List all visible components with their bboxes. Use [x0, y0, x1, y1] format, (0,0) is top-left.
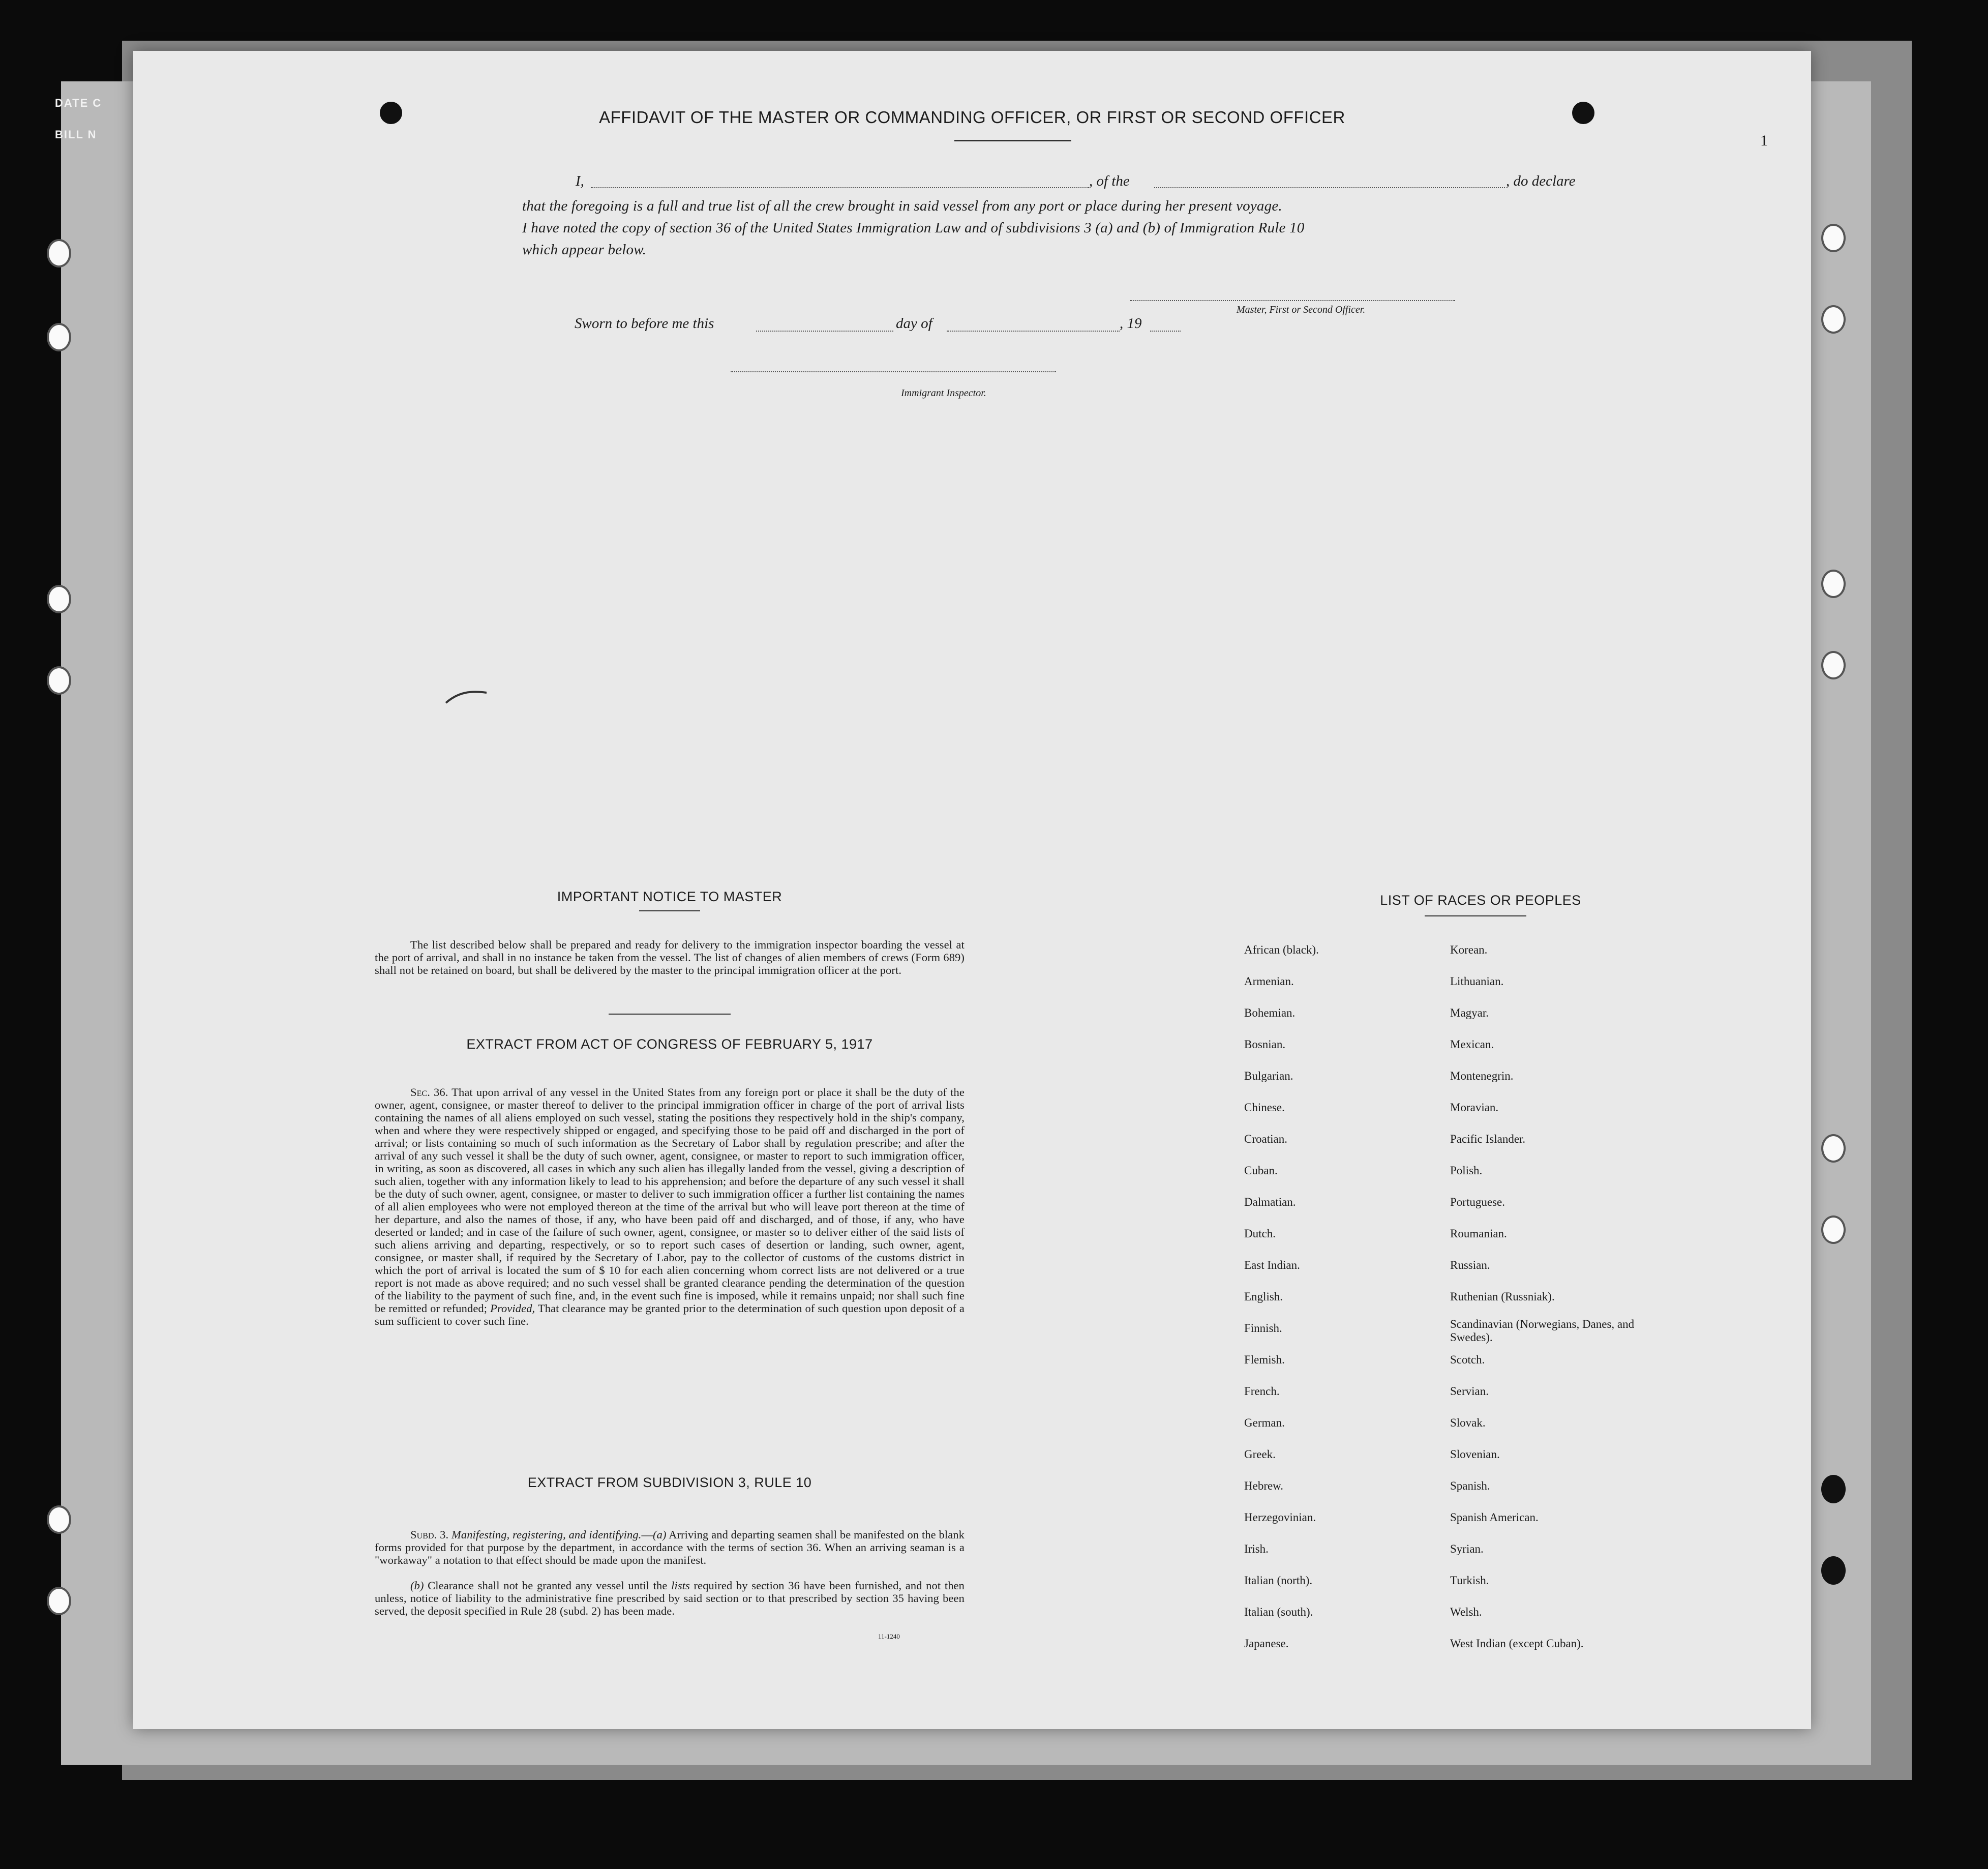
race-item: Magyar. — [1450, 1006, 1489, 1019]
race-item: Dutch. — [1244, 1227, 1276, 1240]
race-item: Greek. — [1244, 1448, 1276, 1461]
act-text-b: That clearance may be granted prior to the determination of such question upon deposit of a sum sufficient to cover such fine. — [375, 1302, 965, 1327]
race-item: Japanese. — [1244, 1637, 1289, 1650]
b-text-1: Clearance shall not be granted any vessel until the — [428, 1579, 668, 1592]
race-item: Moravian. — [1450, 1101, 1499, 1114]
provided-label: Provided, — [490, 1302, 535, 1315]
day-of-label: day of — [896, 315, 932, 332]
races-underline — [1425, 915, 1526, 916]
a-label: (a) — [653, 1528, 667, 1541]
race-item: Polish. — [1450, 1164, 1483, 1177]
inspector-blank — [731, 371, 1056, 372]
race-item: German. — [1244, 1416, 1285, 1429]
binder-hole — [1821, 1134, 1846, 1163]
month-blank — [947, 331, 1120, 332]
signature-label: Master, First or Second Officer. — [1237, 304, 1366, 315]
rule-text-a: Subd. 3. Manifesting, registering, and identifying.—(a) Arriving and departing seamen shall be manifested on the blank forms provided for that purpose by the department, in accordance with the terms of section 36. When an arriving seaman is a "workaway" a notation to that effect should be made upon the manifest. — [375, 1528, 965, 1566]
act-title: EXTRACT FROM ACT OF CONGRESS OF FEBRUARY 5, 1917 — [466, 1036, 873, 1052]
race-item: Croatian. — [1244, 1133, 1287, 1145]
binder-hole — [1821, 1556, 1846, 1585]
of-the-label: , of the — [1089, 173, 1130, 189]
document-page — [133, 51, 1811, 1729]
race-item: East Indian. — [1244, 1259, 1300, 1271]
race-item: Montenegrin. — [1450, 1070, 1514, 1082]
race-item: Hebrew. — [1244, 1479, 1284, 1492]
race-item: Finnish. — [1244, 1322, 1282, 1334]
year-blank — [1150, 331, 1181, 332]
b-text-2: required by section 36 have been furnished, and not then unless, notice of liability to the administrative fine prescribed by said section or to that prescribed by section 35 having been served, the deposit specified in Rule 28 (subd. 2) has been made. — [375, 1579, 965, 1617]
race-item: Portuguese. — [1450, 1196, 1505, 1208]
i-label: I, — [576, 173, 584, 189]
affidavit-title: AFFIDAVIT OF THE MASTER OR COMMANDING OFFICER, OR FIRST OR SECOND OFFICER — [599, 108, 1345, 127]
binder-hole — [47, 585, 71, 613]
notice-underline — [639, 910, 700, 911]
race-item: West Indian (except Cuban). — [1450, 1637, 1584, 1650]
race-item: Lithuanian. — [1450, 975, 1504, 988]
binder-hole — [1821, 651, 1846, 679]
races-title: LIST OF RACES OR PEOPLES — [1380, 893, 1581, 908]
do-declare-label: , do declare — [1506, 173, 1576, 189]
race-item: English. — [1244, 1290, 1283, 1303]
race-item: Italian (south). — [1244, 1606, 1313, 1618]
signature-blank — [1130, 300, 1455, 301]
race-item: Servian. — [1450, 1385, 1489, 1398]
year-prefix: , 19 — [1120, 315, 1142, 332]
vessel-blank — [1154, 187, 1505, 188]
race-item: Slovenian. — [1450, 1448, 1500, 1461]
act-text — [375, 1086, 965, 1327]
margin-fragment-2: BILL N — [55, 128, 97, 141]
race-item: Roumanian. — [1450, 1227, 1507, 1240]
margin-fragment-1: DATE C — [55, 97, 102, 109]
name-blank — [591, 187, 1089, 188]
race-item: Scotch. — [1450, 1353, 1485, 1366]
race-item: French. — [1244, 1385, 1280, 1398]
notice-title: IMPORTANT NOTICE TO MASTER — [557, 889, 782, 904]
day-blank — [756, 331, 893, 332]
binder-hole — [1821, 1475, 1846, 1503]
race-item: Welsh. — [1450, 1606, 1482, 1618]
rule-text-b — [375, 1579, 965, 1617]
declaration-line-2: I have noted the copy of section 36 of the United States Immigration Law and of subdivisions 3 (a) and (b) of Immigration Rule 10 — [522, 220, 1305, 236]
inspector-label: Immigrant Inspector. — [901, 388, 986, 399]
race-item: Ruthenian (Russniak). — [1450, 1290, 1555, 1303]
race-item: Irish. — [1244, 1542, 1269, 1555]
b-lists: lists — [671, 1579, 690, 1592]
b-label: (b) — [410, 1579, 424, 1592]
race-item: Bulgarian. — [1244, 1070, 1293, 1082]
pen-mark — [443, 687, 489, 707]
race-item: Bohemian. — [1244, 1006, 1296, 1019]
declaration-line-3: which appear below. — [522, 242, 647, 258]
notice-text: The list described below shall be prepared and ready for delivery to the immigration inspector boarding the vessel at the port of arrival, and shall in no instance be taken from the vessel. The list of changes of alien members of crews (Form 689) shall not be retained on board, but shall be delivered by the master to the principal immigration officer at the port. — [375, 938, 965, 976]
race-item: Syrian. — [1450, 1542, 1484, 1555]
sec-label: Sec. 36. — [410, 1086, 448, 1099]
act-text-a: That upon arrival of any vessel in the United States from any foreign port or place it shall be the duty of the owner, agent, consignee, or master thereof to deliver to the principal immigration officer in charge of the port of arrival lists containing the names of all aliens employed on such vessel, stating the positions they respectively hold in the ship's company, when and where they were respectively shipped or engaged, and specifying those to be paid off and discharged in the port of arrival; or lists containing so much of such information as the Secretary of Labor shall by regulation prescribe; and after the arrival of any such vessel it shall be the duty of such owner, agent, consignee, or master to report to such immigration officer, in writing, as soon as discovered, all cases in which any such alien has illegally landed from the vessel, giving a description of such alien, together with any information likely to lead to his apprehension; and before the departure of any such vessel it shall be the duty of such owner, agent, consignee, or master to deliver to such immigration officer a further list containing the names of all alien employees who were not employed thereon at the time of the arrival but who will leave port thereon at the time of her departure, and also the names of those, if any, who have been paid off and discharged, and of those, if any, who have deserted or landed; and in case of the failure of such owner, agent, consignee, or master so to deliver either of the said lists of such aliens arriving and departing, respectively, or so to report such cases of desertion or landing, such owner, agent, consignee, or master shall, if required by the Secretary of Labor, pay to the collector of customs of the customs district in which the port of arrival is located the sum of $ 10 for each alien concerning whom correct lists are not delivered or a true report is not made as above required; and no such vessel shall be granted clearance pending the determination of the question of the liability to the payment of such fine, and, in the event such fine is imposed, while it remains unpaid; nor shall such fine be remitted or refunded; — [375, 1086, 965, 1315]
race-item: Herzegovinian. — [1244, 1511, 1316, 1524]
binder-hole — [47, 666, 71, 695]
binder-hole — [1821, 1215, 1846, 1244]
binder-hole — [1821, 224, 1846, 252]
page-mark: 1 — [1760, 132, 1768, 149]
race-item: Mexican. — [1450, 1038, 1494, 1051]
race-item: Pacific Islander. — [1450, 1133, 1526, 1145]
rule-title: EXTRACT FROM SUBDIVISION 3, RULE 10 — [527, 1475, 812, 1490]
race-item: Spanish. — [1450, 1479, 1490, 1492]
race-item: Russian. — [1450, 1259, 1490, 1271]
binder-hole — [1821, 570, 1846, 598]
race-item: Flemish. — [1244, 1353, 1285, 1366]
binder-hole — [1821, 305, 1846, 334]
binder-hole — [47, 1587, 71, 1615]
subd-heading: Manifesting, registering, and identifying. — [451, 1528, 642, 1541]
race-item: Cuban. — [1244, 1164, 1278, 1177]
title-underline — [954, 140, 1071, 141]
binder-hole — [47, 239, 71, 268]
section-divider — [609, 1014, 731, 1015]
binder-hole — [47, 1505, 71, 1534]
race-item: Italian (north). — [1244, 1574, 1313, 1587]
race-item: Scandinavian (Norwegians, Danes, and Swedes). — [1450, 1318, 1635, 1344]
race-item: Spanish American. — [1450, 1511, 1539, 1524]
sworn-label: Sworn to before me this — [575, 315, 714, 332]
race-item: Bosnian. — [1244, 1038, 1286, 1051]
race-item: Korean. — [1450, 943, 1488, 956]
race-item: Chinese. — [1244, 1101, 1285, 1114]
race-item: Dalmatian. — [1244, 1196, 1296, 1208]
declaration-line-1: that the foregoing is a full and true list of all the crew brought in said vessel from any port or place during her present voyage. — [522, 198, 1282, 214]
binder-hole — [47, 323, 71, 351]
race-item: Slovak. — [1450, 1416, 1486, 1429]
race-item: African (black). — [1244, 943, 1319, 956]
a-text: Arriving and departing seamen shall be manifested on the blank forms provided for that purpose by the department, in accordance with the terms of section 36. When an arriving seaman is a "workaway" a notation to that effect should be made upon the manifest. — [375, 1528, 965, 1566]
race-item: Armenian. — [1244, 975, 1294, 988]
race-item: Turkish. — [1450, 1574, 1489, 1587]
form-number: 11-1240 — [878, 1633, 900, 1640]
subd-label: Subd. 3. — [410, 1528, 449, 1541]
